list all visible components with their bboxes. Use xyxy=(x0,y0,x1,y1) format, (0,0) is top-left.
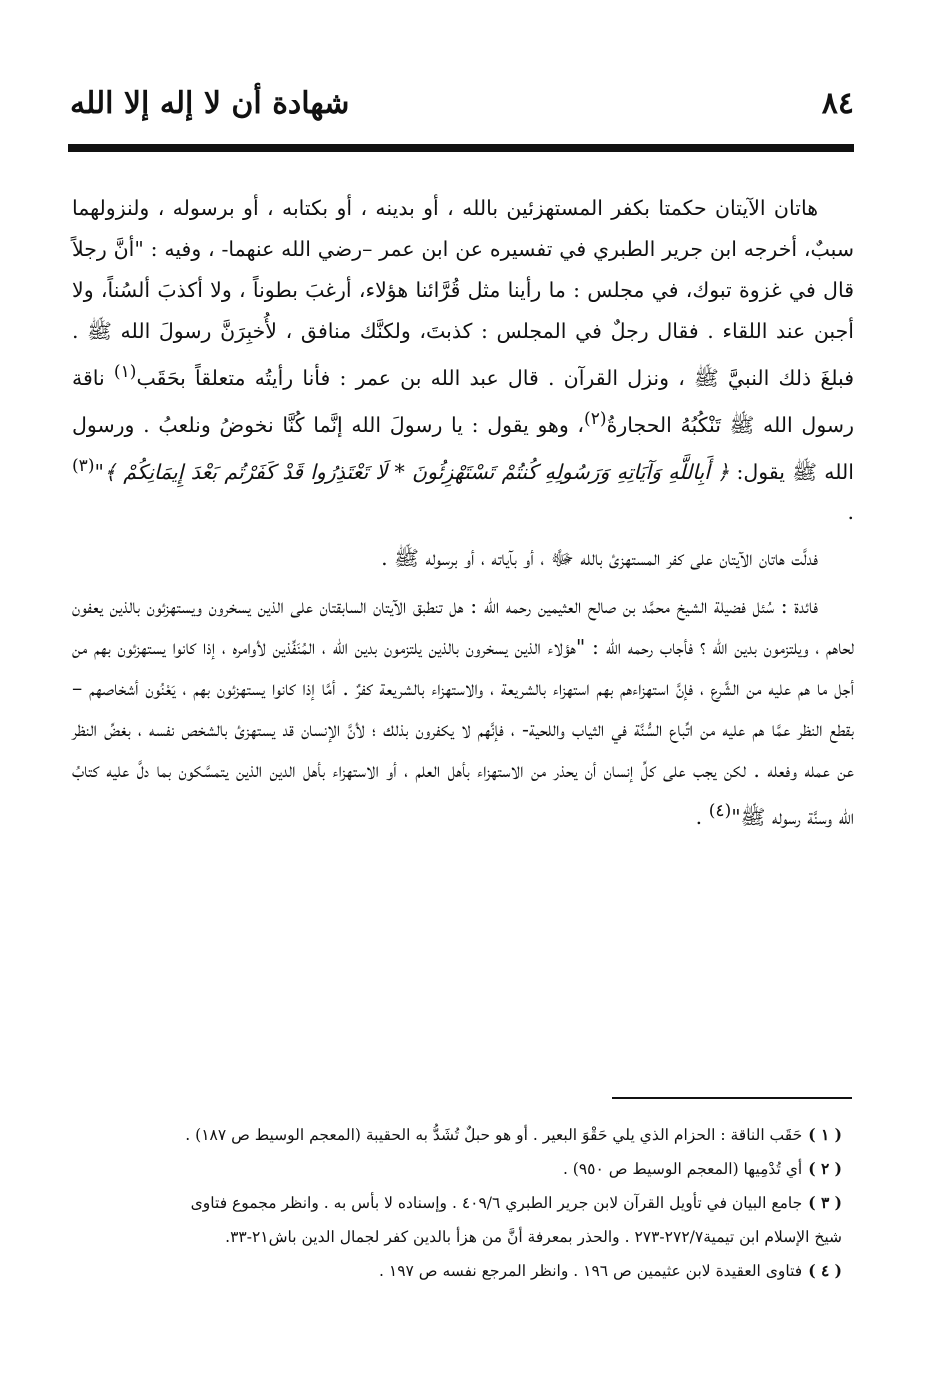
paragraph-1-close: . xyxy=(847,500,854,525)
paragraph-3-text: فائدة : سُئل فضيلة الشيخ محمَّد بن صالح العثيمين رحمه الله : هل تنطبق الآيتان السابقتان على الذين يسخرون ويستهزئون بالذين يعفون لحاهم ، ويلتزمون بدين الله ؟ فأجاب رحمه الله : "هؤلاء الذين يسخرون بالذين يلتزمون بدين الله ، المُنَفِّذين لأوامره ، إذا كانوا يستهزئون بهم من أجل ما هم عليه من الشَّرع ، فإنَّ استهزاءهم بهم استهزاء بالشريعة ، والاستهزاء بالشريعة كفرٌ . أمَّا إذا كانوا يستهزئون بهم ، يَعْنُون أشخاصهم –بقطع النظر عمَّا هم عليه من اتِّباع السُّنَّة في الثياب واللحية- ، فإنَّهم لا يكفرون بذلك ؛ لأنَّ الإنسان قد يستهزئ بالشخص نفسه ، بغضِّ النظر عن عمله وفعله . لكن يجب على كلِّ إنسان أن يحذر من الاستهزاء بأهل العلم ، أو الاستهزاء بأهل الدين الذين يتمسَّكون بما دلَّ عليه كتابُ الله وسنَّة رسوله ﷺ" xyxy=(72,594,854,830)
footnote-text: حَقَب الناقة : الحزام الذي يلي حَقْوَ البعير . أو هو حبلٌ تُشَدُّ به الحقيبة (المعجم الوسيط ص ١٨٧) . xyxy=(185,1126,803,1144)
paragraph-1-text-a: هاتان الآيتان حكمتا بكفر المستهزئين بالله ، أو بدينه ، أو بكتابه ، أو برسوله ، ولنزولهما سببٌ، أخرجه ابن جرير الطبري في تفسيره عن ابن عمر –رضي الله عنهما- ، وفيه : "أنَّ رجلاً قال في غزوة تبوك، في مجلس : ما رأينا مثل قُرَّائنا هؤلاء، أرغبَ بطوناً ، ولا أكذبَ ألسُناً، ولا أجبن عند اللقاء . فقال رجلٌ في المجلس : كذبتَ، ولكنَّك منافق ، لأُخبِرَنَّ رسولَ الله ﷺ . فبلغَ ذلك النبيَّ ﷺ ، ونزل القرآن . قال عبد الله بن عمر : فأنا رأيتُه متعلقاً بحَقَب xyxy=(72,196,854,390)
footnote-3 xyxy=(72,1186,842,1220)
footnote-number: ( ١ ) xyxy=(808,1125,842,1144)
footnotes xyxy=(72,1118,842,1288)
footnote-ref-3: (٣) xyxy=(72,455,95,476)
footnote-1 xyxy=(72,1118,842,1152)
running-title: شهادة أن لا إله إلا الله xyxy=(70,86,350,121)
footnote-ref-2: (٢) xyxy=(584,408,607,429)
paragraph-3-close: . xyxy=(695,805,709,830)
footnote-2 xyxy=(72,1152,842,1186)
body-text xyxy=(72,188,854,838)
paragraph-3 xyxy=(72,586,854,838)
footnote-number: ( ٢ ) xyxy=(808,1159,842,1178)
page-header xyxy=(70,86,854,132)
paragraph-2: فدلَّت هاتان الآيتان على كفر المستهزئ بالله ﷻ ، أو بآياته ، أو برسوله ﷺ . xyxy=(381,546,818,571)
paragraph-1 xyxy=(72,188,854,533)
footnote-divider xyxy=(612,1097,852,1099)
page-number: ٨٤ xyxy=(821,86,854,121)
header-rule xyxy=(68,144,854,152)
footnote-text: فتاوى العقيدة لابن عثيمين ص ١٩٦ . وانظر المرجع نفسه ص ١٩٧ . xyxy=(379,1262,803,1280)
footnote-number: ( ٤ ) xyxy=(808,1261,842,1280)
footnote-text: أي تُدْمِيها (المعجم الوسيط ص ٩٥٠) . xyxy=(562,1160,803,1178)
footnote-ref-4: (٤) xyxy=(708,801,732,822)
quote-close: " xyxy=(94,459,104,484)
footnote-4 xyxy=(72,1254,842,1288)
footnote-text: جامع البيان في تأويل القرآن لابن جرير الطبري ٤٠٩/٦ . وإسناده لا بأس به . وانظر مجموع فتاوى xyxy=(190,1194,803,1212)
paragraph-1-text-b: ناقة رسول الله ﷺ تَنْكُبُهُ الحجارةُ xyxy=(72,365,854,437)
footnote-number: ( ٣ ) xyxy=(808,1193,842,1212)
quran-verse: ﴿ أَبِاللَّهِ وَآيَاتِهِ وَرَسُولِهِ كُنتُمْ تَسْتَهْزِئُونَ * لَا تَعْتَذِرُوا قَدْ كَفَرْتُم بَعْدَ إِيمَانِكُمْ ﴾ xyxy=(103,459,730,484)
footnote-ref-1: (١) xyxy=(113,362,137,382)
paragraph-1-text-c: ، وهو يقول : يا رسولَ الله إنَّما كُنَّا نخوضُ ونلعبُ . ورسول الله ﷺ يقول: xyxy=(72,412,854,484)
footnote-3-continuation: شيخ الإسلام ابن تيمية٢٧٢/٧-٢٧٣ . والحذر بمعرفة أنَّ من هزأ بالدين كفر لجمال الدين باش٢١-٣٣. xyxy=(225,1228,842,1246)
